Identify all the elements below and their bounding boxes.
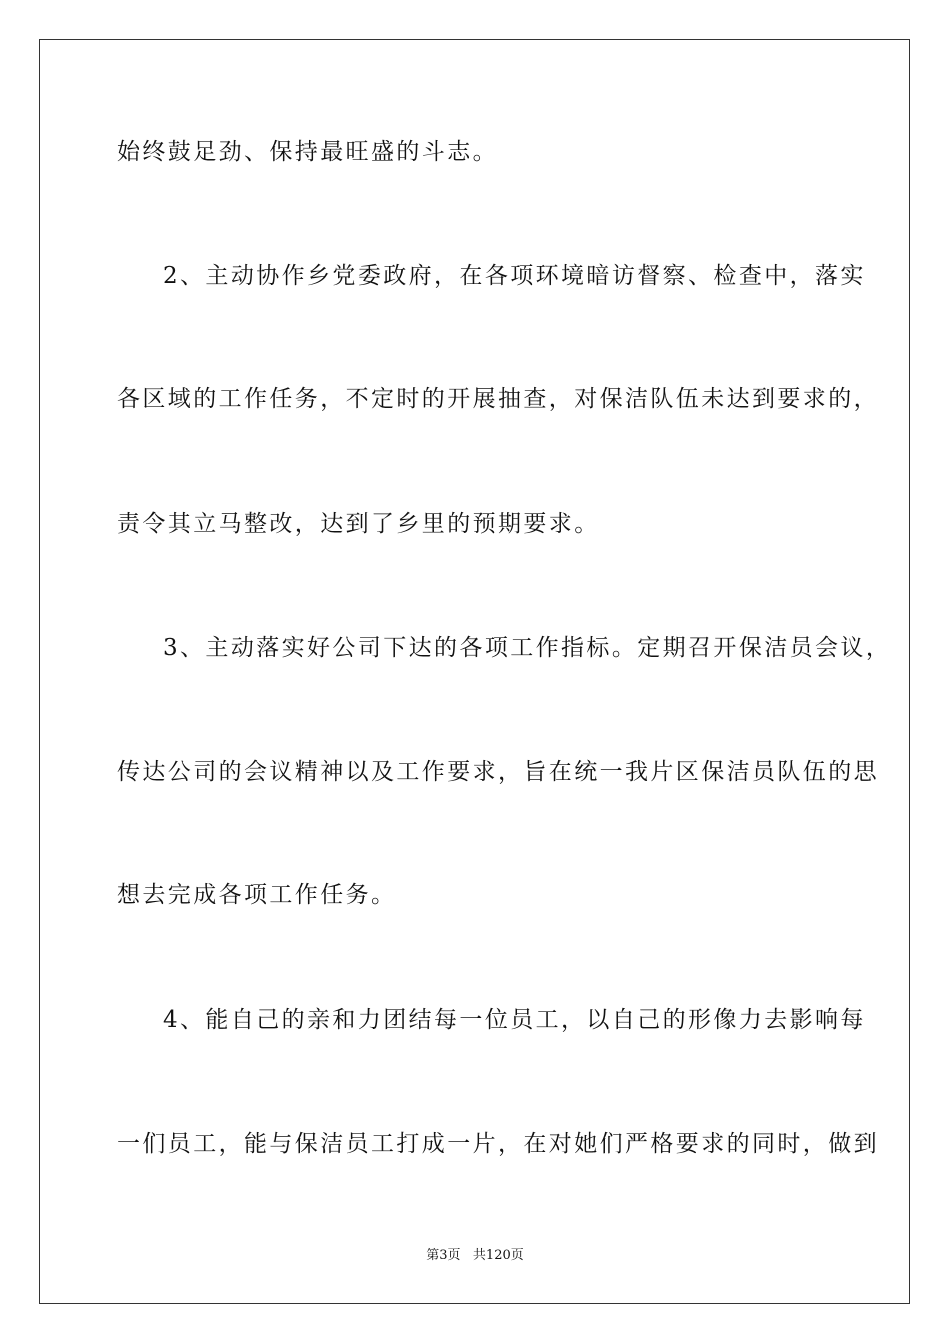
page-border [39,39,910,1304]
text-line-7: 想去完成各项工作任务。 [117,882,397,908]
text-line-6: 传达公司的会议精神以及工作要求，旨在统一我片区保洁员队伍的思 [117,759,879,785]
text-line-5: 3、主动落实好公司下达的各项工作指标。定期召开保洁员会议， [163,635,892,661]
page-number-footer: 第3页 共120页 [426,1248,524,1263]
text-line-8: 4、能自己的亲和力团结每一位员工，以自己的形像力去影响每 [163,1007,866,1033]
text-line-4: 责令其立马整改，达到了乡里的预期要求。 [117,511,600,537]
text-line-9: 一们员工，能与保洁员工打成一片，在对她们严格要求的同时，做到 [117,1131,879,1157]
text-line-3: 各区域的工作任务，不定时的开展抽查，对保洁队伍未达到要求的， [117,386,879,412]
text-line-2: 2、主动协作乡党委政府，在各项环境暗访督察、检查中，落实 [163,263,866,289]
text-line-1: 始终鼓足劲、保持最旺盛的斗志。 [117,139,498,165]
